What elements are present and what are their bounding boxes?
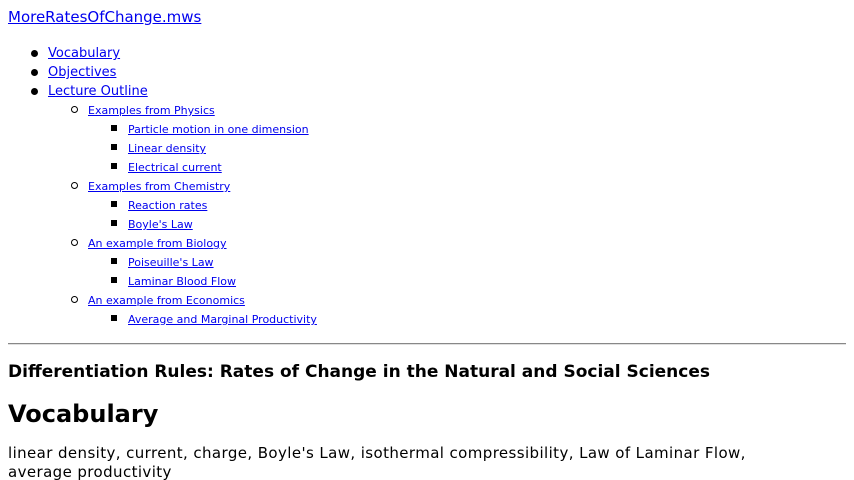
toc-link-electrical-current[interactable]: Electrical current [128,161,222,174]
toc-link-lecture-outline[interactable]: Lecture Outline [48,84,148,99]
toc-link-biology[interactable]: An example from Biology [88,237,227,250]
square-bullet-icon [111,163,117,169]
toc-item-vocabulary [0,44,854,63]
toc-item-productivity [0,310,854,329]
square-bullet-icon [111,201,117,207]
toc-item-objectives [0,63,854,82]
toc-item-electrical-current [0,158,854,177]
disc-bullet-icon [31,88,38,95]
toc-item-lecture-outline [0,82,854,101]
circle-bullet-icon [71,106,78,113]
file-link[interactable]: MoreRatesOfChange.mws [8,8,202,26]
toc-link-productivity[interactable]: Average and Marginal Productivity [128,313,317,326]
circle-bullet-icon [71,182,78,189]
toc-item-boyles-law [0,215,854,234]
square-bullet-icon [111,125,117,131]
square-bullet-icon [111,258,117,264]
toc-link-laminar-blood-flow[interactable]: Laminar Blood Flow [128,275,237,288]
toc-item-economics [0,291,854,310]
toc-link-economics[interactable]: An example from Economics [88,294,245,307]
toc-link-vocabulary[interactable]: Vocabulary [48,46,121,61]
vocabulary-text: linear density, current, charge, Boyle's Law, isothermal compressibility, Law of Laminar Flow, average productivity [8,444,746,480]
circle-bullet-icon [71,239,78,246]
toc-item-physics [0,101,854,120]
vocabulary-heading: Vocabulary [8,400,159,428]
page-title: Differentiation Rules: Rates of Change in the Natural and Social Sciences [8,362,711,382]
toc-item-chemistry [0,177,854,196]
toc-link-objectives[interactable]: Objectives [48,65,117,80]
square-bullet-icon [111,277,117,283]
toc-item-laminar-blood-flow [0,272,854,291]
toc-link-reaction-rates[interactable]: Reaction rates [128,199,208,212]
toc-link-linear-density[interactable]: Linear density [128,142,207,155]
table-of-contents [0,44,854,329]
toc-link-physics[interactable]: Examples from Physics [88,104,215,117]
horizontal-divider [8,343,846,345]
toc-link-particle-motion[interactable]: Particle motion in one dimension [128,123,309,136]
toc-link-boyles-law[interactable]: Boyle's Law [128,218,193,231]
disc-bullet-icon [31,50,38,57]
toc-link-poiseuilles-law[interactable]: Poiseuille's Law [128,256,214,269]
toc-link-chemistry[interactable]: Examples from Chemistry [88,180,231,193]
toc-item-particle-motion [0,120,854,139]
square-bullet-icon [111,315,117,321]
circle-bullet-icon [71,296,78,303]
toc-item-biology [0,234,854,253]
toc-item-reaction-rates [0,196,854,215]
square-bullet-icon [111,220,117,226]
disc-bullet-icon [31,69,38,76]
toc-item-poiseuilles-law [0,253,854,272]
toc-item-linear-density [0,139,854,158]
square-bullet-icon [111,144,117,150]
